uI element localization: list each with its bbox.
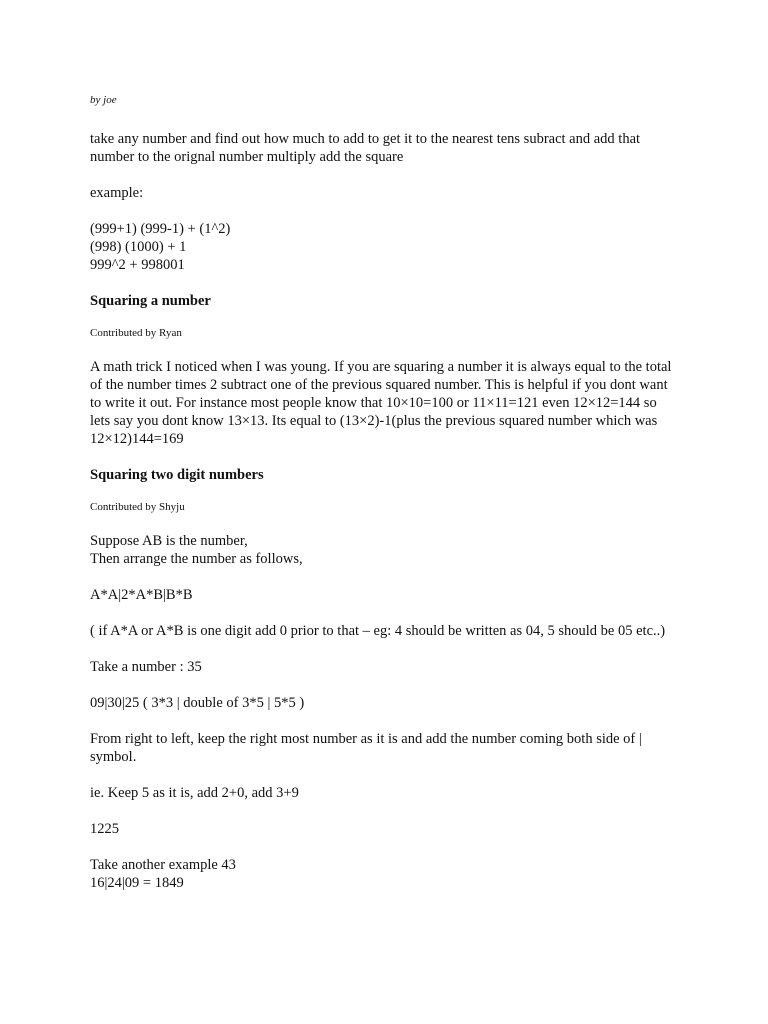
intro-paragraph: take any number and find out how much to add to get it to the nearest tens subract and add that number to the orignal number multiply add the square xyxy=(90,131,641,165)
section-heading-squaring-two-digit-numbers: Squaring two digit numbers xyxy=(90,467,264,483)
breakdown: 09|30|25 ( 3*3 | double of 3*5 | 5*5 ) xyxy=(90,695,305,711)
contributor-line: Contributed by Shyju xyxy=(90,501,185,513)
contributor-line: Contributed by Ryan xyxy=(90,327,182,339)
take-number: Take a number : 35 xyxy=(90,659,202,675)
document-page xyxy=(90,92,675,892)
text-line: Suppose AB is the number, xyxy=(90,533,248,549)
note-paragraph: ( if A*A or A*B is one digit add 0 prior to that – eg: 4 should be written as 04, 5 should be 05 etc..) xyxy=(90,623,666,639)
example-label: example: xyxy=(90,185,144,201)
ie-line: ie. Keep 5 as it is, add 2+0, add 3+9 xyxy=(90,785,299,801)
text-line: Then arrange the number as follows, xyxy=(90,551,303,567)
byline: by joe xyxy=(90,94,117,106)
section-body: A math trick I noticed when I was young. If you are squaring a number it is always equal to the total of the number times 2 subtract one of the previous squared number. This is helpful if you dont want to write it out. For instance most people know that 10×10=100 or 11×11=121 even 12×12=144 so lets say you dont know 13×13. Its equal to (13×2)-1(plus the previous squared number which was 12×12)144=169 xyxy=(90,359,672,447)
result: 1225 xyxy=(90,821,119,837)
another-example-block xyxy=(90,856,675,892)
section-heading-squaring-a-number: Squaring a number xyxy=(90,293,211,309)
example-line: 999^2 + 998001 xyxy=(90,257,185,273)
example-line: (999+1) (999-1) + (1^2) xyxy=(90,221,231,237)
text-line: Take another example 43 xyxy=(90,857,236,873)
text-line: 16|24|09 = 1849 xyxy=(90,875,184,891)
formula: A*A|2*A*B|B*B xyxy=(90,587,193,603)
example-line: (998) (1000) + 1 xyxy=(90,239,187,255)
intro-lines xyxy=(90,532,675,568)
rule-paragraph: From right to left, keep the right most number as it is and add the number coming both side of | symbol. xyxy=(90,731,642,765)
example-block xyxy=(90,220,675,274)
